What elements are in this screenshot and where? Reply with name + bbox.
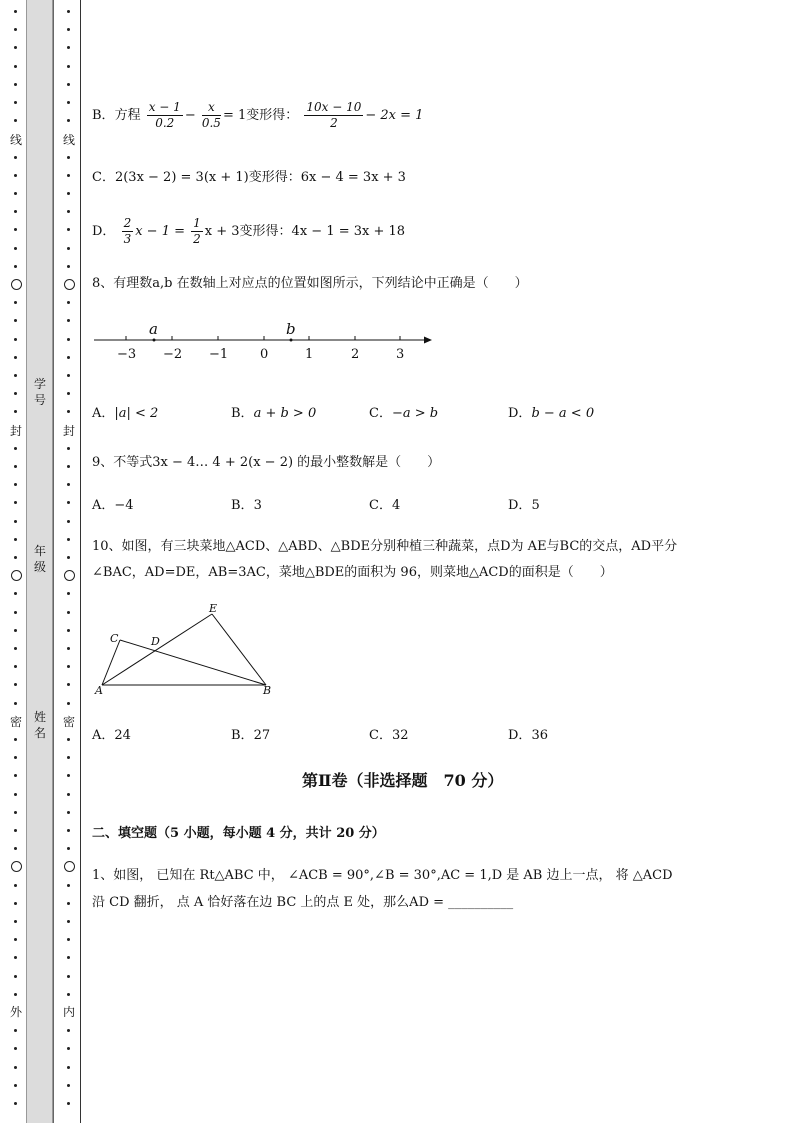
left-dotted-binding-line (9, 0, 23, 1123)
binding-dot (67, 1029, 70, 1032)
tick-label: −1 (209, 347, 229, 362)
binding-dot (14, 920, 17, 923)
student-id-label: 学号 (33, 377, 46, 407)
binding-dot (67, 793, 70, 796)
binding-dot (67, 774, 70, 777)
binding-dot (67, 465, 70, 468)
binding-dot (67, 1047, 70, 1050)
binding-dot (14, 738, 17, 741)
binding-dot (14, 374, 17, 377)
binding-dot (14, 301, 17, 304)
binding-dot (67, 65, 70, 68)
binding-dot (67, 629, 70, 632)
binding-dot (67, 46, 70, 49)
binding-dot (67, 665, 70, 668)
binding-dot (14, 192, 17, 195)
binding-dot (14, 829, 17, 832)
binding-dot (14, 793, 17, 796)
binding-dot (67, 1066, 70, 1069)
vertex-c-label: C (110, 632, 119, 645)
binding-dot (14, 28, 17, 31)
binding-char-line: 线 (9, 133, 22, 147)
q8-option-b: B．a + b > 0 (231, 406, 317, 421)
binding-dot (67, 829, 70, 832)
point-b-label: b (286, 320, 296, 338)
binding-dot (14, 847, 17, 850)
fill-q1-line2: 沿 CD 翻折， 点 A 恰好落在边 BC 上的点 E 处，那么AD = __________ (92, 895, 514, 910)
binding-dot (14, 647, 17, 650)
binding-char-secret-inner: 密 (62, 715, 75, 729)
binding-dot (67, 319, 70, 322)
binding-char-outer: 外 (9, 1005, 22, 1019)
binding-dot (14, 538, 17, 541)
fraction: $\frac{2}{3}$ (123, 216, 132, 246)
binding-hole-ring (11, 861, 22, 872)
q9-option-a: A．−4 (92, 498, 134, 513)
binding-dot (14, 83, 17, 86)
q7-option-b: B．方程 $\frac{x - 1}{0.2}$ − $\frac{x}{0.5}$ = 1变形得： $\frac{10x - 10}{2}$ − 2x = 1 (92, 100, 424, 130)
fraction: $\frac{x - 1}{0.2}$ (148, 100, 181, 130)
binding-dot (67, 247, 70, 250)
binding-dot (14, 629, 17, 632)
binding-dot (67, 956, 70, 959)
binding-dot (67, 392, 70, 395)
binding-dot (14, 938, 17, 941)
q10-stem-line2: ∠BAC，AD=DE，AB=3AC，菜地△BDE的面积为 96，则菜地△ACD的面积是（ ） (92, 565, 613, 580)
binding-dot (14, 702, 17, 705)
binding-dot (67, 975, 70, 978)
fraction: $\frac{10x - 10}{2}$ (306, 100, 362, 130)
binding-dot (14, 392, 17, 395)
binding-dot (14, 356, 17, 359)
binding-dot (14, 902, 17, 905)
grade-label: 年级 (33, 544, 46, 574)
binding-dot (67, 101, 70, 104)
tick-label: −2 (163, 347, 183, 362)
binding-dot (14, 611, 17, 614)
binding-dot (67, 228, 70, 231)
binding-dot (14, 101, 17, 104)
point-a-label: a (149, 320, 158, 338)
q10-option-a: A．24 (92, 728, 131, 743)
q10-option-c: C．32 (369, 728, 409, 743)
vertex-b-label: B (263, 684, 272, 697)
q8-stem: 8、有理数a,b 在数轴上对应点的位置如图所示，下列结论中正确是（ ） (92, 276, 528, 291)
margin-border-line (80, 0, 81, 1123)
binding-dot (67, 738, 70, 741)
binding-dot (67, 611, 70, 614)
binding-dot (14, 1029, 17, 1032)
binding-dot (67, 993, 70, 996)
q8-option-a: A．|a| < 2 (92, 406, 159, 421)
vertex-d-label: D (151, 635, 160, 648)
binding-dot (67, 920, 70, 923)
binding-dot (14, 65, 17, 68)
binding-dot (67, 374, 70, 377)
binding-char-inner: 内 (62, 1005, 75, 1019)
binding-dot (67, 501, 70, 504)
binding-dot (67, 10, 70, 13)
tick-label: 1 (305, 347, 314, 362)
binding-dot (14, 683, 17, 686)
binding-dot (67, 83, 70, 86)
binding-dot (67, 683, 70, 686)
binding-dot (14, 10, 17, 13)
strip-divider (53, 0, 54, 1123)
binding-dot (14, 520, 17, 523)
q7-option-c: C．2(3x − 2) = 3(x + 1)变形得：6x − 4 = 3x + 3 (92, 170, 406, 185)
binding-dot (14, 501, 17, 504)
binding-dot (14, 774, 17, 777)
tick-label: 0 (260, 347, 269, 362)
binding-hole-ring (11, 570, 22, 581)
binding-dot (14, 756, 17, 759)
binding-dot (67, 192, 70, 195)
binding-dot (67, 410, 70, 413)
q10-option-d: D．36 (508, 728, 548, 743)
binding-dot (67, 811, 70, 814)
name-label: 姓名 (33, 710, 46, 740)
q10-option-b: B．27 (231, 728, 271, 743)
binding-dot (67, 28, 70, 31)
vertex-e-label: E (209, 602, 218, 615)
binding-dot (67, 647, 70, 650)
binding-dot (14, 228, 17, 231)
binding-dot (67, 210, 70, 213)
q8-option-c: C．−a > b (369, 406, 439, 421)
fill-q1-line1: 1、如图， 已知在 Rt△ABC 中， ∠ACB = 90°,∠B = 30°,AC = 1,D 是 AB 边上一点， 将 △ACD (92, 868, 673, 883)
binding-hole-ring (64, 570, 75, 581)
binding-dot (14, 1047, 17, 1050)
q10-stem-line1: 10、如图，有三块菜地△ACD、△ABD、△BDE分别种植三种蔬菜，点D为 AE与BC的交点，AD平分 (92, 539, 678, 554)
binding-hole-ring (64, 861, 75, 872)
binding-dot (67, 884, 70, 887)
tick-label: −3 (117, 347, 137, 362)
number-line-figure (92, 318, 437, 364)
binding-dot (67, 702, 70, 705)
binding-hole-ring (11, 279, 22, 290)
binding-dot (67, 520, 70, 523)
binding-dot (14, 975, 17, 978)
fraction: $\frac{x}{0.5}$ (201, 100, 221, 130)
binding-dot (14, 338, 17, 341)
fraction: $\frac{1}{2}$ (193, 216, 201, 246)
binding-dot (67, 938, 70, 941)
binding-dot (14, 174, 17, 177)
binding-dot (14, 483, 17, 486)
binding-dot (14, 884, 17, 887)
binding-dot (14, 556, 17, 559)
binding-dot (67, 556, 70, 559)
vertex-a-label: A (95, 684, 103, 697)
binding-dot (67, 483, 70, 486)
binding-dot (14, 811, 17, 814)
binding-dot (14, 156, 17, 159)
tick-label: 2 (351, 347, 360, 362)
q9-option-c: C．4 (369, 498, 401, 513)
q7-option-d: D． $\frac{2}{3}$ x − 1 = $\frac{1}{2}$ x + 3变形得：4x − 1 = 3x + 18 (92, 216, 406, 246)
part-two-title: 第Ⅱ卷（非选择题 70 分） (302, 771, 504, 790)
binding-char-secret: 密 (9, 715, 22, 729)
binding-dot (67, 592, 70, 595)
binding-dot (67, 538, 70, 541)
binding-dot (14, 993, 17, 996)
binding-dot (67, 1102, 70, 1105)
binding-dot (14, 592, 17, 595)
binding-dot (67, 265, 70, 268)
binding-char-seal: 封 (9, 424, 22, 438)
binding-dot (14, 210, 17, 213)
binding-dot (14, 1102, 17, 1105)
binding-dot (14, 465, 17, 468)
binding-dot (14, 956, 17, 959)
binding-dot (14, 1066, 17, 1069)
binding-dot (67, 338, 70, 341)
binding-dot (14, 1084, 17, 1087)
binding-dot (67, 156, 70, 159)
binding-char-seal-inner: 封 (62, 424, 75, 438)
binding-dot (67, 756, 70, 759)
binding-dot (14, 247, 17, 250)
binding-hole-ring (64, 279, 75, 290)
binding-dot (14, 447, 17, 450)
binding-dot (14, 265, 17, 268)
binding-dot (67, 1084, 70, 1087)
tick-label: 3 (396, 347, 405, 362)
binding-dot (14, 410, 17, 413)
binding-dot (67, 301, 70, 304)
q9-option-d: D．5 (508, 498, 540, 513)
binding-dot (67, 174, 70, 177)
binding-dot (67, 847, 70, 850)
fill-in-section-heading: 二、填空题（5 小题，每小题 4 分，共计 20 分） (92, 826, 385, 841)
binding-dot (14, 319, 17, 322)
q9-stem: 9、不等式3x − 4… 4 + 2(x − 2) 的最小整数解是（ ） (92, 455, 441, 470)
triangle-figure (92, 598, 282, 700)
binding-dot (67, 902, 70, 905)
binding-dot (14, 665, 17, 668)
binding-dot (14, 119, 17, 122)
q8-option-d: D．b − a < 0 (508, 406, 595, 421)
binding-char-line-inner: 线 (62, 133, 75, 147)
binding-dot (14, 46, 17, 49)
binding-dot (67, 447, 70, 450)
binding-dot (67, 119, 70, 122)
inner-dotted-binding-line (62, 0, 76, 1123)
binding-dot (67, 356, 70, 359)
q9-option-b: B．3 (231, 498, 262, 513)
